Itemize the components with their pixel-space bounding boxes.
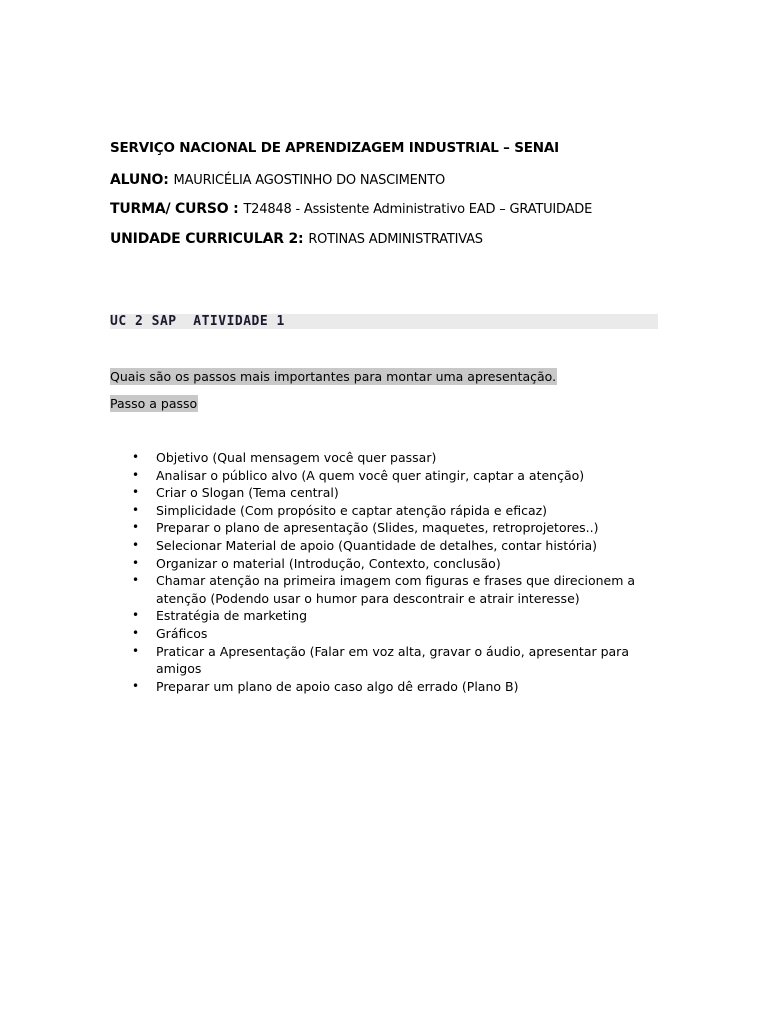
- steps-list: [110, 449, 670, 695]
- bullet-icon: •: [132, 555, 140, 570]
- activity-subtitle: Passo a passo: [110, 396, 198, 411]
- list-item: [110, 678, 670, 696]
- list-item: [110, 643, 670, 678]
- list-item-text: Gráficos: [156, 625, 208, 641]
- list-item: [110, 607, 670, 625]
- list-item: [110, 555, 670, 573]
- activity-title: UC 2 SAP ATIVIDADE 1: [110, 314, 285, 329]
- bullet-icon: •: [132, 625, 140, 640]
- curricular-unit-line: [110, 228, 483, 247]
- bullet-icon: •: [132, 573, 140, 588]
- list-item-text: Criar o Slogan (Tema central): [156, 485, 339, 501]
- list-item-text: Preparar um plano de apoio caso algo dê errado (Plano B): [156, 678, 519, 694]
- list-item: [110, 519, 670, 537]
- bullet-icon: •: [132, 537, 140, 552]
- bullet-icon: •: [132, 467, 140, 482]
- class-course-value: T24848 - Assistente Administrativo EAD – GRATUIDADE: [243, 202, 593, 217]
- student-label: ALUNO:: [110, 172, 169, 188]
- bullet-icon: •: [132, 485, 140, 500]
- list-item: [110, 484, 670, 502]
- bullet-icon: •: [132, 520, 140, 535]
- activity-question: Quais são os passos mais importantes para montar uma apresentação.: [110, 369, 557, 384]
- list-item-text: Estratégia de marketing: [156, 608, 308, 624]
- bullet-icon: •: [132, 450, 140, 464]
- list-item: [110, 537, 670, 555]
- list-item: [110, 467, 670, 485]
- organization-name: SERVIÇO NACIONAL DE APRENDIZAGEM INDUSTRIAL – SENAI: [110, 140, 559, 156]
- list-item-text: Selecionar Material de apoio (Quantidade de detalhes, contar história): [156, 537, 598, 553]
- curricular-unit-label: UNIDADE CURRICULAR 2:: [110, 231, 304, 247]
- student-name: MAURICÉLIA AGOSTINHO DO NASCIMENTO: [173, 173, 445, 188]
- list-item-text: Objetivo (Qual mensagem você quer passar): [156, 450, 437, 465]
- list-item-text: Chamar atenção na primeira imagem com figuras e frases que direcionem a atenção (Podendo usar o humor para descontrair e atrair interesse): [156, 573, 636, 606]
- list-item: [110, 572, 670, 607]
- list-item: [110, 502, 670, 520]
- bullet-icon: •: [132, 643, 140, 658]
- list-item-text: Praticar a Apresentação (Falar em voz alta, gravar o áudio, apresentar para amigos: [156, 643, 629, 677]
- list-item-text: Simplicidade (Com propósito e captar atenção rápida e eficaz): [156, 502, 548, 518]
- class-course-label: TURMA/ CURSO :: [110, 201, 239, 217]
- bullet-icon: •: [132, 678, 140, 693]
- class-course-line: [110, 198, 592, 217]
- bullet-icon: •: [132, 608, 140, 623]
- list-item: [110, 449, 670, 467]
- student-line: [110, 169, 445, 188]
- list-item-text: Analisar o público alvo (A quem você quer atingir, captar a atenção): [156, 467, 585, 483]
- bullet-icon: •: [132, 502, 140, 517]
- list-item-text: Preparar o plano de apresentação (Slides, maquetes, retroprojetores..): [156, 520, 599, 536]
- curricular-unit-value: ROTINAS ADMINISTRATIVAS: [308, 232, 483, 247]
- list-item-text: Organizar o material (Introdução, Contexto, conclusão): [156, 555, 501, 571]
- list-item: [110, 625, 670, 643]
